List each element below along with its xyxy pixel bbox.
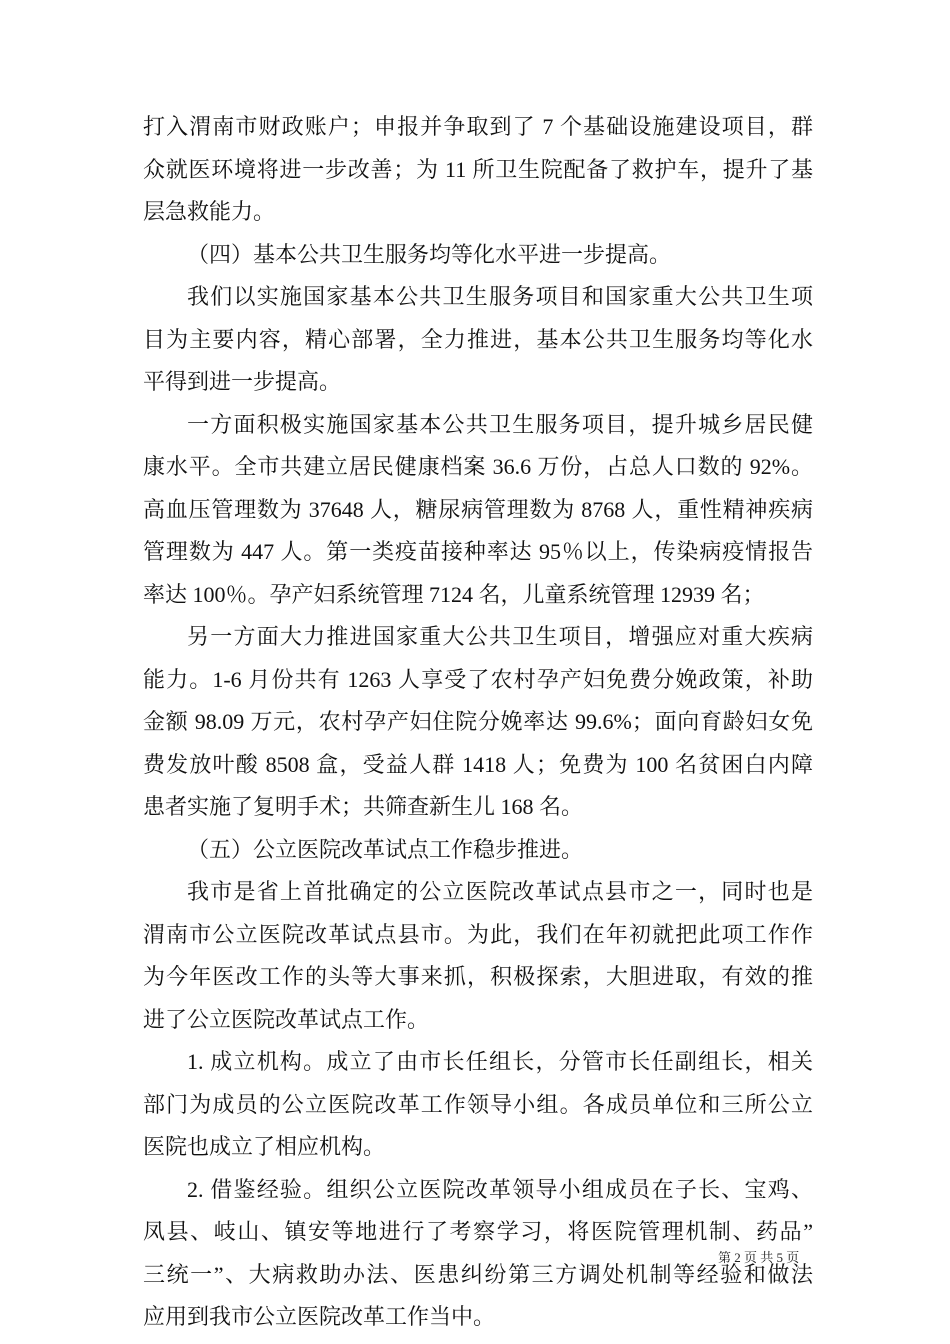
text-line: （四）基本公共卫生服务均等化水平进一步提高。 [187,241,672,267]
text-line: 凤县、岐山、镇安等地进行了考察学习，将医院管理机制、药品” [143,1219,813,1244]
paragraph [143,276,813,404]
text-line: 打入渭南市财政账户；申报并争取到了 7 个基础设施建设项目，群 [143,114,813,139]
text-line: 患者实施了复明手术；共筛查新生儿 168 名。 [143,794,584,819]
paragraph [143,1041,813,1169]
text-line: 能力。1-6 月份共有 1263 人享受了农村孕产妇免费分娩政策，补助 [143,666,813,692]
text-line: 管理数为 447 人。第一类疫苗接种率达 95％以上，传染病疫情报告 [143,539,813,564]
paragraph [143,1169,813,1339]
text-line: 我们以实施国家基本公共卫生服务项目和国家重大公共卫生项 [187,284,813,309]
text-line: 我市是省上首批确定的公立医院改革试点县市之一，同时也是 [187,879,813,904]
page-number: 第 2 页 共 5 页 [718,1250,800,1265]
text-line: 部门为成员的公立医院改革工作领导小组。各成员单位和三所公立 [143,1091,813,1117]
document-body [143,106,813,1339]
paragraph [143,616,813,829]
paragraph [143,871,813,1041]
section-heading [143,829,813,872]
text-line: 1. 成立机构。成立了由市长任组长，分管市长任副组长，相关 [187,1049,813,1074]
paragraph [143,106,813,234]
section-heading [143,234,813,277]
text-line: 一方面积极实施国家基本公共卫生服务项目，提升城乡居民健 [187,411,813,437]
text-line: 众就医环境将进一步改善；为 11 所卫生院配备了救护车，提升了基 [143,156,813,182]
paragraph [143,404,813,617]
text-line: 目为主要内容，精心部署，全力推进，基本公共卫生服务均等化水 [143,326,813,352]
text-line: （五）公立医院改革试点工作稳步推进。 [187,836,584,862]
text-line: 渭南市公立医院改革试点县市。为此，我们在年初就把此项工作作 [143,921,813,947]
text-line: 为今年医改工作的头等大事来抓，积极探索，大胆进取，有效的推 [143,964,813,989]
text-line: 进了公立医院改革试点工作。 [143,1006,430,1032]
text-line: 金额 98.09 万元，农村孕产妇住院分娩率达 99.6%；面向育龄妇女免 [143,709,813,734]
text-line: 高血压管理数为 37648 人，糖尿病管理数为 8768 人，重性精神疾病 [143,496,813,522]
text-line: 费发放叶酸 8508 盒，受益人群 1418 人；免费为 100 名贫困白内障 [143,751,813,777]
text-line: 率达 100％。孕产妇系统管理 7124 名，儿童系统管理 12939 名； [143,581,765,607]
text-line: 三统一”、大病救助办法、医患纠纷第三方调处机制等经验和做法 [143,1261,813,1287]
text-line: 平得到进一步提高。 [143,369,342,394]
text-line: 医院也成立了相应机构。 [143,1134,386,1159]
text-line: 另一方面大力推进国家重大公共卫生项目，增强应对重大疾病 [187,624,813,649]
text-line: 层急救能力。 [143,199,276,224]
text-line: 应用到我市公立医院改革工作当中。 [143,1304,496,1329]
text-line: 康水平。全市共建立居民健康档案 36.6 万份，占总人口数的 92%。 [143,454,813,479]
text-line: 2. 借鉴经验。组织公立医院改革领导小组成员在子长、宝鸡、 [187,1176,813,1202]
